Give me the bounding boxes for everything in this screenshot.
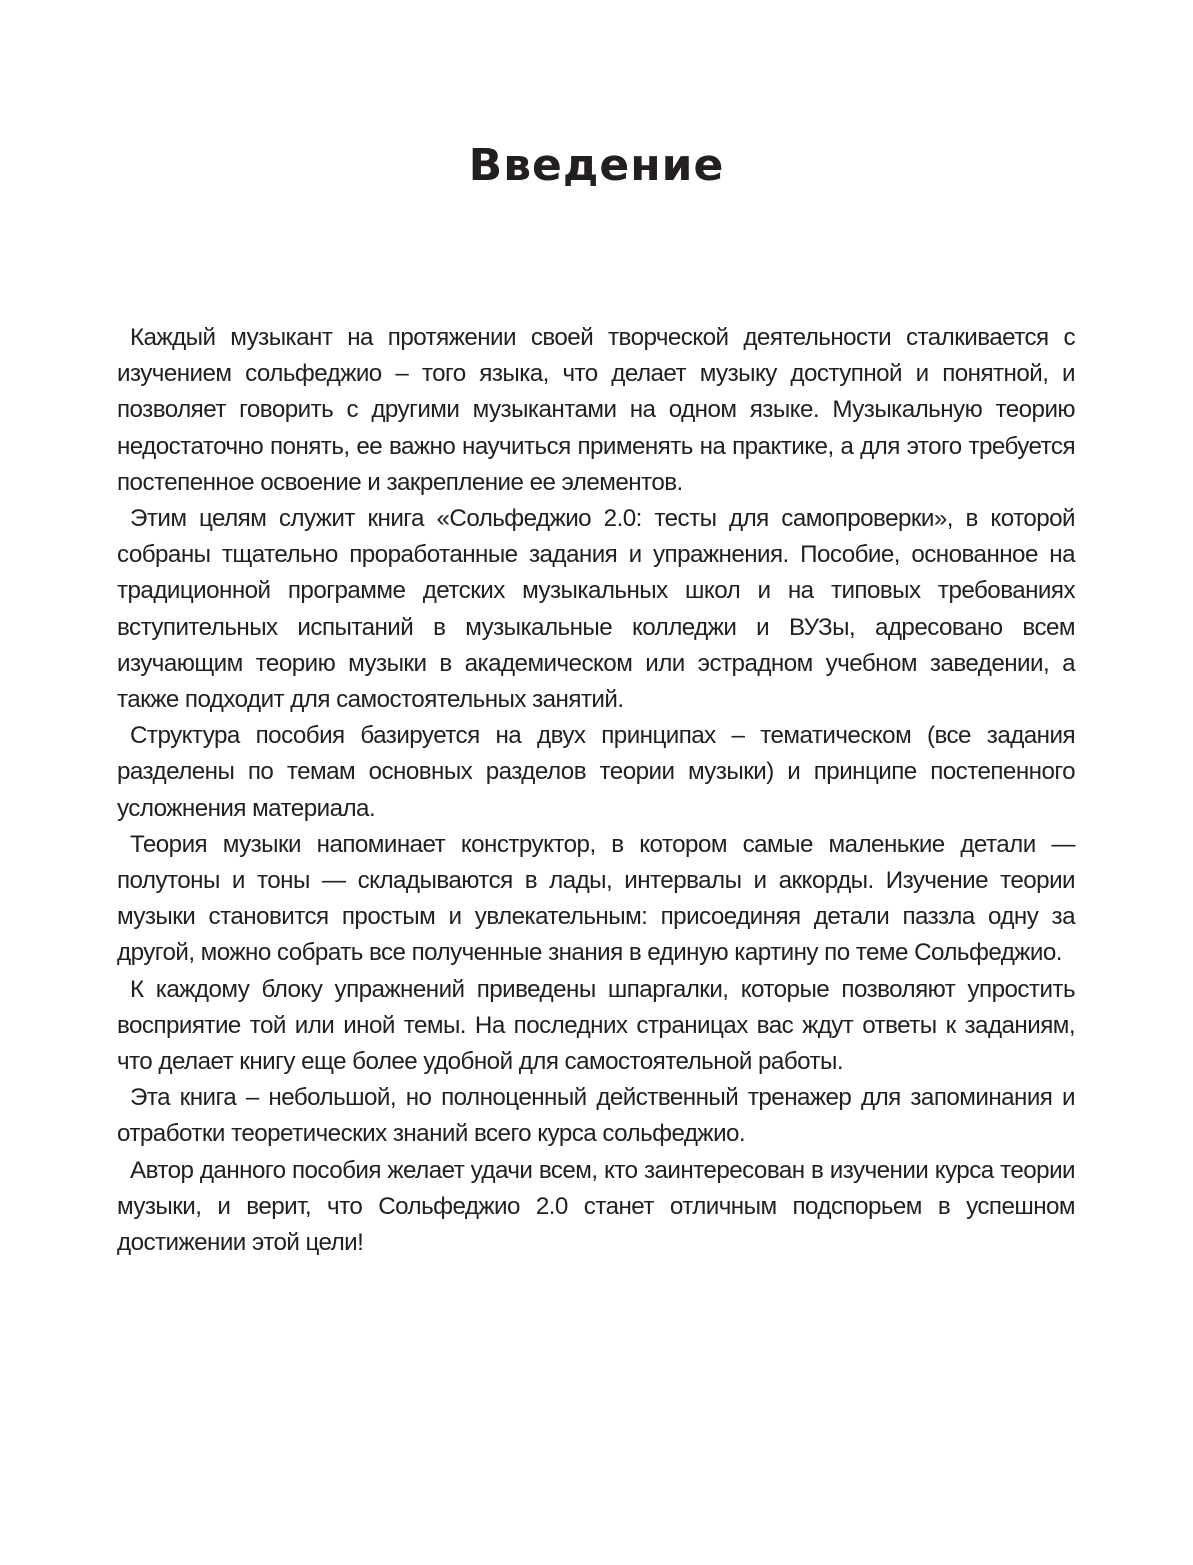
paragraph-book-purpose: Этим целям служит книга «Сольфеджио 2.0: тесты для самопроверки», в которой собраны тщательно проработанные задания и упражнения. Пособие, основанное на традиционной программе детских музыкальных школ и на типовых требованиях вступительных испытаний в музыкальные колледжи и ВУЗы, адресовано всем изучающим теорию музыки в академическом или эстрадном учебном заведении, а также подходит для самостоятельных занятий. — [117, 505, 1075, 714]
body-text — [117, 320, 1075, 1261]
paragraph-structure: Структура пособия базируется на двух принципах – тематическом (все задания разделены по темам основных разделов теории музыки) и принципе постепенного усложнения материала. — [117, 722, 1075, 822]
paragraph-wishes: Автор данного пособия желает удачи всем, кто заинтересован в изучении курса теории музыки, и верит, что Сольфеджио 2.0 станет отличным подспорьем в успешном достижении этой цели! — [117, 1156, 1075, 1257]
paragraph-constructor: Теория музыки напоминает конструктор, в котором самые маленькие детали — полутоны и тоны — складываются в лады, интервалы и аккорды. Изучение теории музыки становится простым и увлекательным: присоединяя детали паззла одну за другой, можно собрать все полученные знания в единую картину по теме Сольфеджио. — [117, 830, 1075, 967]
paragraph-trainer: Эта книга – небольшой, но полноценный действенный тренажер для запоминания и отработки теоретических знаний всего курса сольфеджио. — [117, 1084, 1075, 1148]
paragraph-cheatsheets: К каждому блоку упражнений приведены шпаргалки, которые позволяют упростить восприятие той или иной темы. На последних страницах вас ждут ответы к заданиям, что делает книгу еще более удобной для самостоятельной работы. — [117, 975, 1075, 1076]
page-title: Введение — [468, 140, 725, 191]
paragraph-intro: Каждый музыкант на протяжении своей творческой деятельности сталкивается с изучением сольфеджио – того языка, что делает музыку доступной и понятной, и позволяет говорить с другими музыкантами на одном языке. Музыкальную теорию недостаточно понять, ее важно научиться применять на практике, а для этого требуется постепенное освоение и закрепление ее элементов. — [117, 324, 1075, 496]
